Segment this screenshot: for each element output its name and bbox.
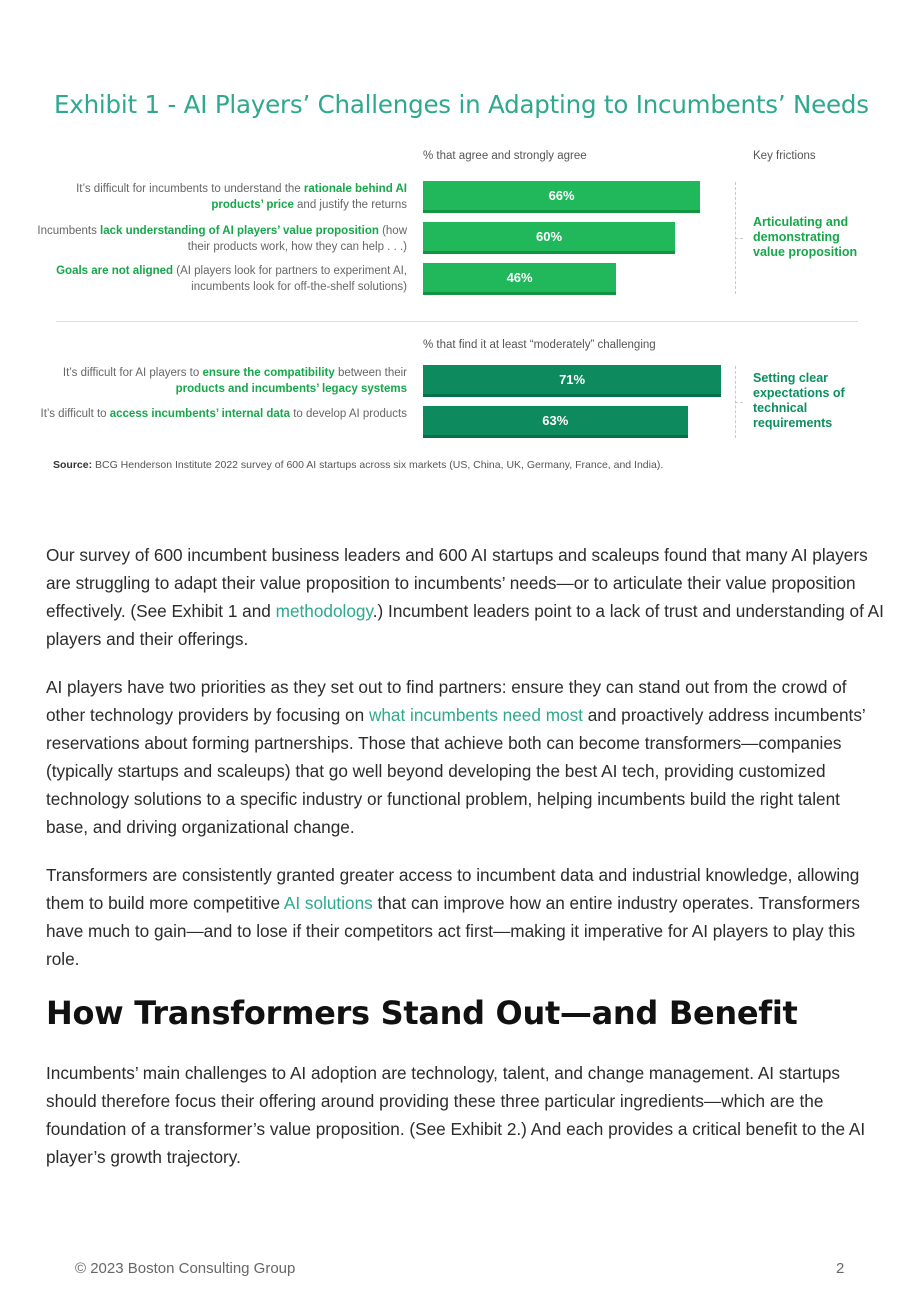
friction-label: Articulating and demonstrating value proposition xyxy=(753,215,858,259)
friction-label: Setting clear expectations of technical requirements xyxy=(753,371,845,430)
bar-value-label: 46% xyxy=(506,270,533,285)
what-incumbents-need-most-link[interactable]: what incumbents need most xyxy=(368,705,583,725)
methodology-link[interactable]: methodology xyxy=(275,601,373,621)
paragraph: AI players have two priorities as they set out to find partners: ensure they can stand out from the crowd of other technology providers by focusing on what incumbents need most and proactively address incumbents’ reservations about forming partnerships. Those that achieve both can become transformers—companies (typically startups and scaleups) that go well beyond developing the best AI tech, providing customized technology solutions to a specific industry or functional problem, helping incumbents build the right talent base, and driving organizational change. xyxy=(46,677,866,837)
bar xyxy=(423,263,616,295)
key-frictions-header: Key frictions xyxy=(753,150,816,162)
paragraph: Transformers are consistently granted greater access to incumbent data and industrial knowledge, allowing them to build more competitive AI solutions that can improve how an entire industry operates. Transformers have much to gain—and to lose if their competitors act first—making it imperative for AI players to play this role. xyxy=(46,865,860,969)
bracket-tick xyxy=(735,238,743,239)
group1-header: % that agree and strongly agree xyxy=(423,150,587,162)
bar-value-label: 63% xyxy=(542,413,569,428)
bar xyxy=(423,222,675,254)
bar xyxy=(423,406,688,438)
footer-copyright: © 2023 Boston Consulting Group xyxy=(75,1260,296,1277)
bracket-tick xyxy=(735,402,743,403)
exhibit-title: Exhibit 1 - AI Players’ Challenges in Adapting to Incumbents’ Needs xyxy=(54,90,869,119)
bar xyxy=(423,181,700,213)
bar-value-label: 71% xyxy=(559,372,586,387)
paragraph: Incumbents’ main challenges to AI adoption are technology, talent, and change management. AI startups should therefore focus their offering around providing these three particular ingredients—which are the foundation of a transformer’s value proposition. (See Exhibit 2.) And each provides a critical benefit to the AI player’s growth trajectory. xyxy=(46,1063,866,1167)
bar-value-label: 60% xyxy=(535,229,563,244)
row-label: Incumbents lack understanding of AI players’ value proposition (how their products work, how they can help . . .) xyxy=(37,225,407,253)
row-label: It’s difficult for incumbents to understand the rationale behind AI products’ price and justify the returns xyxy=(76,183,407,211)
exhibit-1 xyxy=(0,0,920,490)
source-note: Source: BCG Henderson Institute 2022 survey of 600 AI startups across six markets (US, China, UK, Germany, France, and India). xyxy=(53,459,664,471)
row-label: It’s difficult for AI players to ensure the compatibility between their products and incumbents’ legacy systems xyxy=(62,367,407,395)
page-number: 2 xyxy=(836,1260,845,1277)
article-body xyxy=(46,541,886,1191)
section-heading: How Transformers Stand Out—and Benefit xyxy=(46,994,798,1032)
divider xyxy=(56,321,858,322)
bar-value-label: 66% xyxy=(548,188,575,203)
group2-header: % that find it at least “moderately” challenging xyxy=(423,339,656,351)
row-label: It’s difficult to access incumbents’ internal data to develop AI products xyxy=(40,408,407,420)
row-label: Goals are not aligned (AI players look for partners to experiment AI, incumbents look for off-the-shelf solutions) xyxy=(56,265,407,293)
ai-solutions-link[interactable]: AI solutions xyxy=(283,893,373,913)
bar xyxy=(423,365,721,397)
paragraph: Our survey of 600 incumbent business leaders and 600 AI startups and scaleups found that many AI players are struggling to adapt their value proposition to incumbents’ needs—or to articulate their value proposition effectively. (See Exhibit 1 and methodology.) Incumbent leaders point to a lack of trust and understanding of AI players and their offerings. xyxy=(46,545,884,649)
